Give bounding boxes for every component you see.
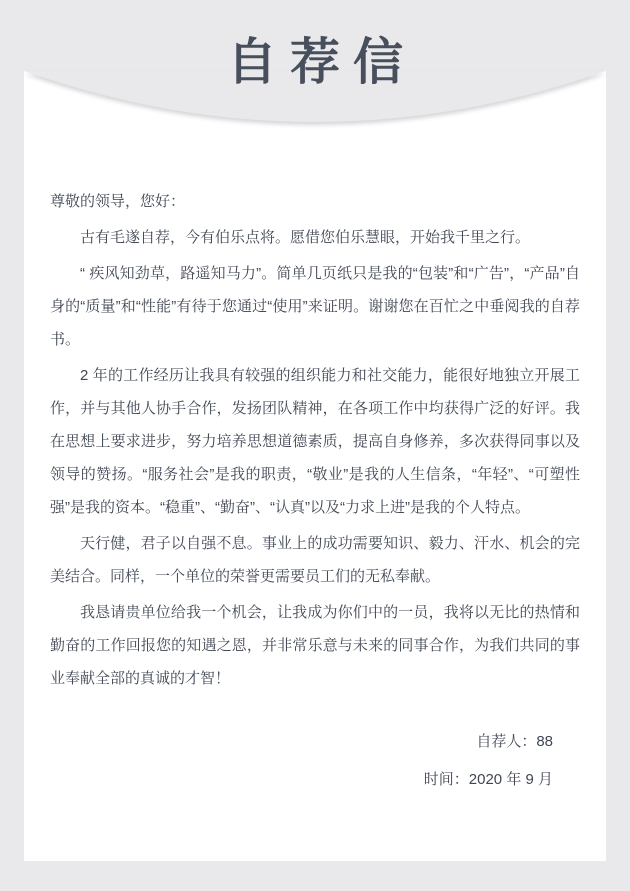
letter-title: 自荐信 <box>227 34 416 90</box>
letter-paragraph-4: 天行健，君子以自强不息。事业上的成功需要知识、毅力、汗水、机会的完美结合。同样，一个单位的荣誉更需要员工们的无私奉献。 <box>50 535 580 585</box>
letter-body <box>24 71 606 861</box>
letter-paragraph-3: 2 年的工作经历让我具有较强的组织能力和社交能力，能很好地独立开展工作，并与其他人协手合作，发扬团队精神，在各项工作中均获得广泛的好评。我在思想上要求进步，努力培养思想道德素质，提高自身修养，多次获得同事以及领导的赞扬。“服务社会”是我的职责，“敬业”是我的人生信条，“年轻”、“可塑性强”是我的资本。“稳重”、“勤奋”、“认真”以及“力求上进”是我的个人特点。 <box>50 367 580 516</box>
signature-signer: 自荐人：88 <box>476 733 553 750</box>
signature-date: 时间：2020 年 9 月 <box>423 771 553 788</box>
signature-block <box>50 723 553 799</box>
letter-paragraph-2: “ 疾风知劲草，路遥知马力”。简单几页纸只是我的“包装”和“广告”，“产品”自身的“质量”和“性能”有待于您通过“使用”来证明。谢谢您在百忙之中垂阅我的自荐书。 <box>50 265 580 348</box>
letter-paragraph-5: 我恳请贵单位给我一个机会，让我成为你们中的一员，我将以无比的热情和勤奋的工作回报您的知遇之恩，并非常乐意与未来的同事合作，为我们共同的事业奉献全部的真诚的才智！ <box>50 604 580 687</box>
letter-page <box>24 71 606 861</box>
salutation: 尊敬的领导，您好： <box>50 193 186 210</box>
letter-paragraph-1: 古有毛遂自荐，今有伯乐点将。愿借您伯乐慧眼，开始我千里之行。 <box>80 229 531 246</box>
